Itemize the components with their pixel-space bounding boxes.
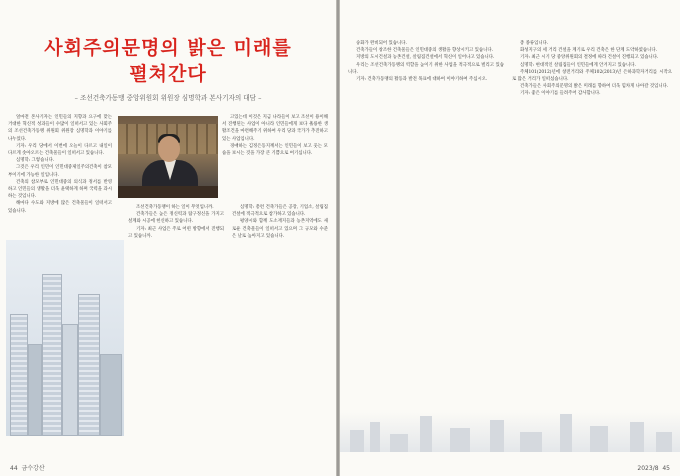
paragraph: 건축의 참모부로 인민대중의 의식과 정서를 반영하고 인민들의 생활을 더욱 윤택하게 하며 국력을 과시하는 것입니다. — [8, 179, 112, 200]
paragraph: 건축가들은 높은 정신력과 탐구정신을 가지고 설계와 시공에 헌신하고 있습니다. — [128, 212, 224, 225]
paragraph: 지방의 도시건설과 농촌건설, 살림집건설에서 혁신이 일어나고 있습니다. — [356, 55, 495, 61]
article-column-3 — [348, 40, 504, 400]
right-folio — [637, 465, 670, 472]
paragraph: 총 종류입니다. — [520, 41, 549, 46]
paragraph: 그것은 우리 인민이 인민대중제일주의건축이 참모부이기에 가능한 일입니다. — [8, 165, 112, 178]
left-page — [0, 0, 336, 476]
headline-line-1: 사회주의문명의 밝은 미래를 — [44, 37, 292, 59]
page-number: 45 — [662, 465, 670, 472]
issue-date: 2023/8 — [637, 465, 659, 472]
paragraph: 경애하는 김정은동지께서는 인민들이 보고 웃는 모습을 보시는 것을 가장 큰 기쁨으로 여기십니다. — [222, 143, 328, 157]
paragraph: 심명학: 그렇습니다. — [16, 158, 55, 164]
paragraph: 해마다 수도와 지방에 많은 건축물들이 일떠서고 있습니다. — [8, 201, 112, 214]
paragraph: 우리는 조선건축가동맹의 역할을 높이기 위한 사업을 적극적으로 벌리고 있습니다. — [348, 62, 504, 75]
paragraph: 고있는데 이것은 지금 나라들이 보고 조선이 용이해서 진행된는 사업이 아니라 인민들에게 보다 훌륭한 생활조건을 마련해주기 위하여 우리 당과 국가가 추진하고 있는 사업입니다. — [222, 115, 328, 142]
subheadline: – 조선건축가동맹 중앙위원회 위원장 심명학과 본사기자의 대담 – — [74, 94, 262, 102]
left-folio — [10, 463, 45, 472]
paragraph: 기자: 최근 시기 당 중앙위원회의 결정에 따라 건설이 진행되고 있습니다. — [520, 55, 659, 61]
article-column-2-top — [222, 114, 328, 200]
paragraph: 주체101(2012)년에 창전거리와 주체102(2013)년 은하과학자거리를 시작으로 많은 거리가 일떠섰습니다. — [512, 69, 672, 83]
article-column-4 — [512, 40, 672, 400]
paragraph: 기자: 우리 당에서 이번에 오늘이 다르고 내일이 다르게 솟아오르는 건축물들이 일떠서고 있습니다. — [8, 143, 112, 157]
paragraph: 건축가들은 사회주의문명의 밝은 미래를 향하여 더욱 힘차게 나아갈 것입니다. — [520, 84, 669, 90]
paragraph: 화성지구의 세 거리 건설을 계기로 우리 건축은 한 단계 도약하였습니다. — [520, 48, 657, 54]
skyline-illustration — [340, 412, 680, 452]
paragraph: 평양시와 함께 도소재지들과 농촌지역에도 새로운 건축물들이 일떠서고 있으며 그 규모와 수준은 날로 높아지고 있습니다. — [232, 219, 328, 239]
city-illustration — [6, 240, 124, 436]
right-page — [340, 0, 680, 476]
paragraph: 얼마전 본사기자는 인민들의 지향과 요구에 맞는 거대한 혁신적 성과들이 수많이 일떠서고 있는 사회주의 조선건축가동맹 위원회 위원장 심명학과 이야기를 나누었다. — [8, 115, 112, 142]
paragraph: 심명학: 총련 건축가들은 공장, 기업소, 살림집 건설에 적극적으로 참가하고 있습니다. — [232, 205, 328, 218]
magazine-name: 금수강산 — [21, 465, 45, 472]
headline-line-2: 펼쳐간다 — [129, 63, 207, 85]
paragraph: 심명학: 현대적인 살림집들이 인민들에게 안겨지고 있습니다. — [520, 62, 636, 68]
article-column-2-bottom — [128, 204, 328, 440]
paragraph: 기자: 최근 사업은 주로 어떤 방향에서 진행되고 있습니까. — [128, 226, 224, 239]
page-number: 44 — [10, 465, 18, 472]
interview-photo — [118, 116, 218, 198]
paragraph: 숭화가 완비되어 있습니다. — [356, 41, 407, 46]
paragraph: 조선건축가동맹이 하는 일이 무엇입니까. — [136, 205, 214, 210]
paragraph: 기자: 좋은 이야기를 들려주어 감사합니다. — [520, 91, 601, 97]
paragraph: 건축가들이 창조한 건축물들은 인민대중의 생활을 향상시키고 있습니다. — [356, 48, 494, 54]
paragraph: 기자: 건축가동맹의 활동과 발전 목표에 대하여 이야기하여 주십시오. — [356, 77, 488, 83]
